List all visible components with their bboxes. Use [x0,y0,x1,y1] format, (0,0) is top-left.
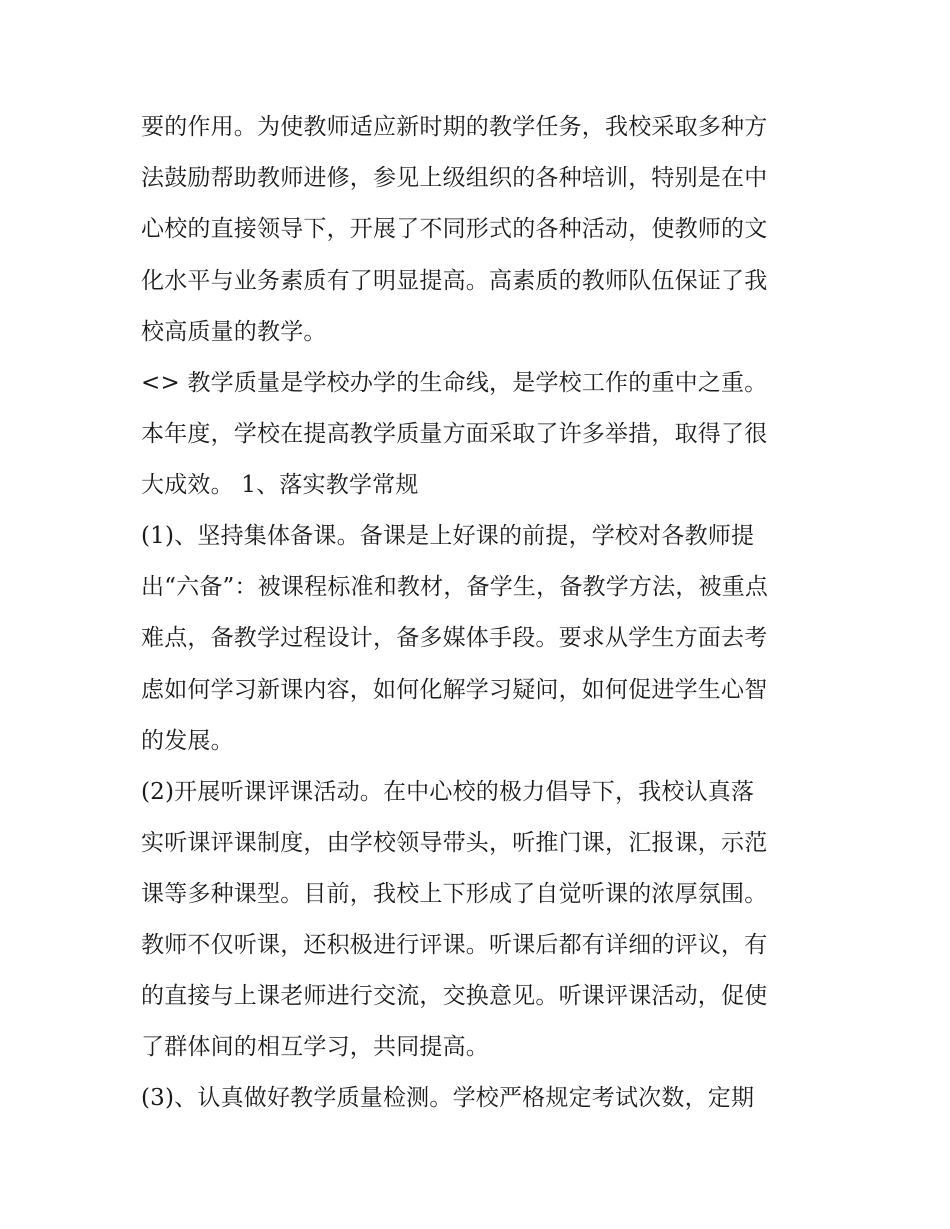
text-line: (1)、坚持集体备课。备课是上好课的前提，学校对各教师提 [141,523,755,549]
text-line: 了群体间的相互学习，共同提高。 [141,1034,489,1060]
text-line: 课等多种课型。目前，我校上下形成了自觉听课的浓厚氛围。 [141,881,768,907]
text-line: 校高质量的教学。 [141,319,327,345]
text-line: 心校的直接领导下，开展了不同形式的各种活动，使教师的文 [141,216,768,242]
text-line: 教师不仅听课，还积极进行评课。听课后都有详细的评议，有 [141,932,768,958]
text-line: 虑如何学习新课内容，如何化解学习疑问，如何促进学生心智 [141,677,768,703]
text-line: (3)、认真做好教学质量检测。学校严格规定考试次数，定期 [141,1085,755,1111]
text-line: 难点，备教学过程设计，备多媒体手段。要求从学生方面去考 [141,625,768,651]
text-line: <> 教学质量是学校办学的生命线，是学校工作的重中之重。 [141,370,768,396]
text-line: 实听课评课制度，由学校领导带头，听推门课，汇报课，示范 [141,830,768,856]
text-line: 出“六备”：被课程标准和教材，备学生，备教学方法，被重点 [141,574,769,600]
text-line: 大成效。 1、落实教学常规 [141,472,419,498]
text-line: 法鼓励帮助教师进修，参见上级组织的各种培训，特别是在中 [141,165,768,191]
text-line: 化水平与业务素质有了明显提高。高素质的教师队伍保证了我 [141,268,768,294]
text-line: 要的作用。为使教师适应新时期的教学任务，我校采取多种方 [141,114,768,140]
text-line: 的发展。 [141,728,234,754]
text-line: 本年度，学校在提高教学质量方面采取了许多举措，取得了很 [141,421,768,447]
text-line: (2)开展听课评课活动。在中心校的极力倡导下，我校认真落 [141,779,755,805]
text-line: 的直接与上课老师进行交流，交换意见。听课评课活动，促使 [141,983,768,1009]
